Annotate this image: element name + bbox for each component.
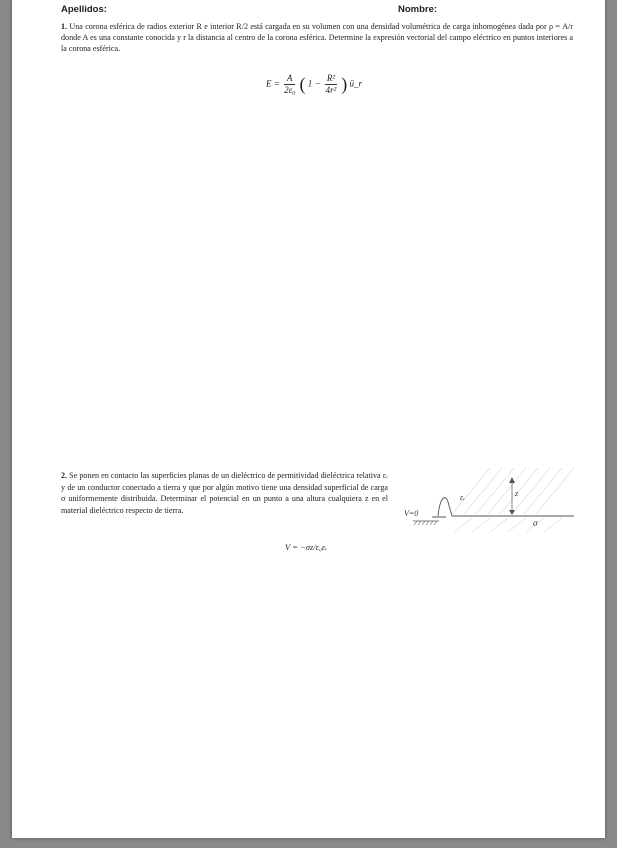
eq1-inner-one: 1 − (307, 78, 321, 89)
dielectric-conductor-diagram (392, 466, 577, 536)
v-zero-label: V=0 (404, 509, 419, 518)
eq1-close-paren: ) (341, 74, 348, 94)
ground-wire (438, 498, 452, 516)
epsilon-label: εᵣ (460, 493, 466, 502)
document-page (12, 0, 605, 838)
eq1-frac2-num: R² (326, 73, 336, 83)
surname-label: Apellidos: (61, 4, 107, 15)
eq1-frac1-den: 2ε₀ (284, 85, 296, 95)
problem-2-statement (61, 470, 388, 516)
eq1-open-paren: ( (299, 74, 306, 94)
problem-2-number: 2. (61, 471, 68, 480)
problem-2-text: Se ponen en contacto las superficies planas de un dieléctrico de permitividad dieléctrica relativa εᵣ y de un conductor conectado a tierra y que por algún motivo tiene una densidad superficial de carga σ uniformemente distribuida. Determinar el potencial en un punto a una altura cualquiera z en el material dieléctrico respecto de tierra. (61, 471, 388, 515)
eq1-frac1-num: A (284, 73, 295, 85)
eq1-frac2-den: 4r² (325, 85, 337, 95)
dielectric-hatching (452, 468, 574, 532)
sigma-label: σ (533, 518, 538, 528)
eq1-lhs: E = (266, 78, 280, 89)
problem-1-equation (266, 73, 362, 96)
z-label: z (515, 489, 519, 498)
eq1-fraction-b (325, 73, 337, 96)
eq1-fraction-a (284, 73, 295, 96)
name-label: Nombre: (398, 4, 438, 15)
z-arrow-up-icon (509, 477, 515, 483)
eq1-unit-vector: ū_r (349, 78, 363, 89)
z-arrow-down-icon (509, 510, 515, 515)
problem-1-statement (61, 21, 573, 54)
ground-hatch (414, 521, 437, 525)
header (61, 1, 585, 15)
problem-1-text: Una corona esférica de radios exterior R e interior R/2 está cargada en su volumen con una densidad volumétrica de carga inhomogénea dada por ρ = A/r donde A es una constante conocida y r la distancia al centro de la corona esférica. Determine la expresión vectorial del campo eléctrico en puntos interiores a la corona esférica. (61, 22, 573, 53)
problem-1-number: 1. (61, 22, 68, 31)
problem-2-equation: V = −σz/ε₀εᵣ (285, 542, 328, 552)
